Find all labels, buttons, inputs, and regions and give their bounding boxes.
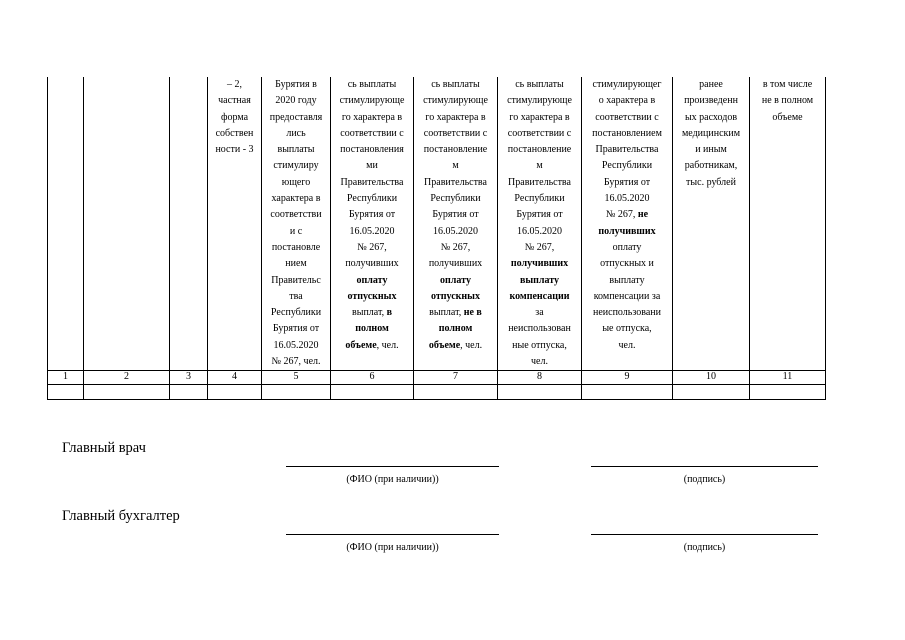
- chief-doctor-label: Главный врач: [62, 440, 146, 456]
- data-entry-row: [48, 385, 826, 400]
- header-cell-bold-text: оплату отпускных: [430, 274, 480, 302]
- header-cell-text: , чел.: [376, 339, 399, 351]
- data-cell[interactable]: [673, 385, 750, 400]
- header-cell-text: ранее произведенн ых расходов медицинским и иным работникам, тыс. рублей: [681, 79, 741, 188]
- header-cell-bold-text: в полном объеме: [345, 307, 392, 351]
- data-cell[interactable]: [262, 385, 331, 400]
- header-cell-bold-text: не получивших: [598, 209, 656, 237]
- report-table: [47, 77, 826, 400]
- column-number: 3: [170, 371, 208, 385]
- column-number: 5: [262, 371, 331, 385]
- header-cell: [48, 77, 84, 371]
- chief-doctor-sign-line[interactable]: [591, 466, 818, 467]
- chief-accountant-sign-line[interactable]: [591, 534, 818, 535]
- data-cell[interactable]: [582, 385, 673, 400]
- header-cell-bold-text: оплату отпускных: [347, 274, 397, 302]
- data-cell[interactable]: [170, 385, 208, 400]
- header-cell-text: сь выплаты стимулирующе го характера в соответствии с постановление м Правительства Республики Бурятия от 16.05.2020 № 267,: [507, 79, 572, 253]
- header-cell: [750, 77, 826, 371]
- header-cell-text: стимулирующег о характера в соответствии с постановлением Правительства Республики Бурятия от 16.05.2020 № 267,: [592, 79, 662, 221]
- column-number: 6: [331, 371, 414, 385]
- header-cell: [414, 77, 498, 371]
- header-cell-text: выплат,: [352, 307, 385, 319]
- header-cell: [170, 77, 208, 371]
- header-cell: [262, 77, 331, 371]
- column-number: 1: [48, 371, 84, 385]
- header-cell: [582, 77, 673, 371]
- header-cell-text: , чел.: [460, 339, 483, 351]
- header-cell-text: выплат,: [429, 307, 462, 319]
- chief-doctor-sign-caption: (подпись): [683, 474, 726, 485]
- header-cell-bold-text: не в полном объеме: [428, 307, 482, 351]
- header-cell-text: оплату отпускных и выплату компенсации за неиспользовани ые отпуска, чел.: [593, 241, 661, 351]
- header-cell: [331, 77, 414, 371]
- data-cell[interactable]: [498, 385, 582, 400]
- header-cell-text: – 2, частная форма собствен ности - 3: [215, 79, 254, 156]
- header-cell-bold-text: получивших выплату компенсации: [509, 258, 570, 302]
- column-number: 4: [208, 371, 262, 385]
- header-cell: [673, 77, 750, 371]
- header-cell: [498, 77, 582, 371]
- column-number: 10: [673, 371, 750, 385]
- chief-doctor-fio-caption: (ФИО (при наличии)): [346, 474, 439, 485]
- column-number: 11: [750, 371, 826, 385]
- header-cell-text: сь выплаты стимулирующе го характера в соответствии с постановление м Правительства Республики Бурятия от 16.05.2020 № 267, получивших: [423, 79, 488, 270]
- chief-accountant-label: Главный бухгалтер: [62, 508, 180, 524]
- chief-accountant-fio-caption: (ФИО (при наличии)): [346, 542, 439, 553]
- table-header-row: [48, 77, 826, 371]
- header-cell-text: за неиспользован ные отпуска, чел.: [508, 307, 571, 368]
- column-number: 8: [498, 371, 582, 385]
- data-cell[interactable]: [750, 385, 826, 400]
- header-cell-text: в том числе не в полном объеме: [761, 79, 814, 123]
- header-cell: [208, 77, 262, 371]
- column-number: 2: [84, 371, 170, 385]
- data-cell[interactable]: [331, 385, 414, 400]
- column-number: 7: [414, 371, 498, 385]
- chief-doctor-name-line[interactable]: [286, 466, 499, 467]
- header-cell: [84, 77, 170, 371]
- chief-accountant-sign-caption: (подпись): [683, 542, 726, 553]
- header-cell-text: сь выплаты стимулирующе го характера в соответствии с постановления ми Правительства Республики Бурятия от 16.05.2020 № 267, получивших: [339, 79, 405, 270]
- header-cell-text: Бурятия в 2020 году предоставля лись выплаты стимулиру ющего характера в соответстви и с постановле нием Правительс тва Республики Бурятия от 16.05.2020 № 267, чел.: [269, 79, 323, 368]
- data-cell[interactable]: [48, 385, 84, 400]
- data-cell[interactable]: [208, 385, 262, 400]
- data-cell[interactable]: [84, 385, 170, 400]
- chief-accountant-name-line[interactable]: [286, 534, 499, 535]
- data-cell[interactable]: [414, 385, 498, 400]
- column-number: 9: [582, 371, 673, 385]
- column-number-row: [48, 371, 826, 385]
